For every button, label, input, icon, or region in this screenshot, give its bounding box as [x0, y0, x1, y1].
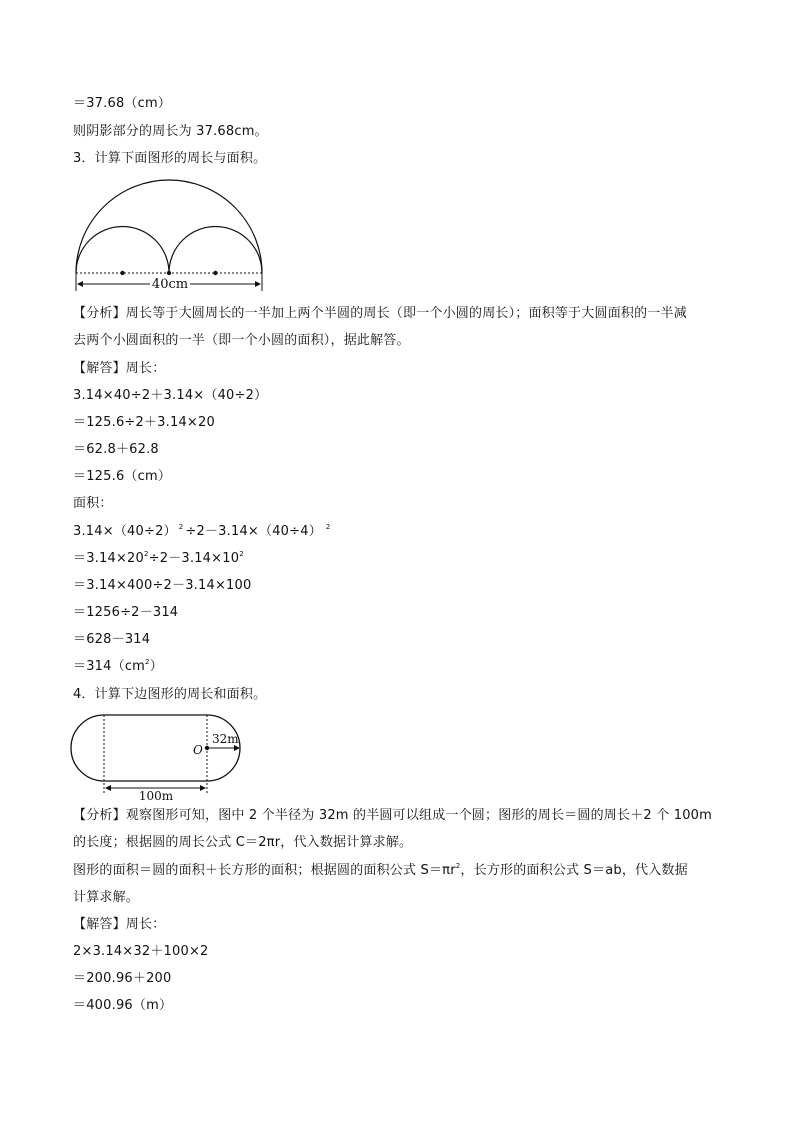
- radius-label: 32m: [212, 732, 239, 746]
- text-line: ＝37.68（cm）: [73, 96, 172, 111]
- length-arrow-head-right: [200, 785, 206, 791]
- analysis-line: 【分析】周长等于大圆周长的一半加上两个半圆的周长（即一个小圆的周长）；面积等于大圆面积的一半减: [73, 306, 687, 321]
- calc-line: ＝1256÷2－314: [73, 605, 179, 620]
- analysis-line: 的长度；根据圆的周长公式 C＝2πr，代入数据计算求解。: [73, 835, 413, 850]
- length-label: 100m: [138, 789, 174, 803]
- superscript: 2: [143, 550, 149, 558]
- calc-line: 2×3.14×32＋100×2: [73, 944, 209, 959]
- calc-line: 3.14×40÷2＋3.14×（40÷2）: [73, 388, 268, 403]
- calc-line: ＝62.8＋62.8: [73, 442, 159, 457]
- solution-heading: 【解答】周长：: [73, 917, 166, 932]
- figure-track: [70, 712, 255, 802]
- superscript: 2: [325, 523, 331, 531]
- calc-line: ＝125.6÷2＋3.14×20: [73, 415, 215, 430]
- center-dot-middle: [167, 271, 171, 275]
- arrow-head-left: [77, 281, 83, 287]
- superscript: 2: [178, 523, 184, 531]
- center-label: O: [193, 743, 203, 757]
- calc-line: $=314(cm^2)$: [73, 658, 163, 674]
- question-4-title: 4．计算下边图形的周长和面积。: [73, 687, 267, 702]
- calc-line: ＝628－314: [73, 632, 151, 647]
- center-dot-left: [120, 271, 124, 275]
- calc-line: 3.14×（40÷2） $^2$ ÷2－3.14×（40÷4） $^2$: [73, 523, 331, 539]
- calc-line: ＝3.14×400÷2－3.14×100: [73, 578, 252, 593]
- left-small-semicircle: [76, 227, 169, 274]
- calc-line: ＝125.6（cm）: [73, 469, 172, 484]
- calc-line: ＝400.96（m）: [73, 998, 173, 1013]
- analysis-line: 【分析】观察图形可知，图中 2 个半径为 32m 的半圆可以组成一个圆；图形的周长＝圆的周长＋2 个 100m: [73, 808, 713, 823]
- question-3-title: 3．计算下面图形的周长与面积。: [73, 151, 267, 166]
- large-semicircle: [76, 180, 262, 273]
- arrow-head-right: [255, 281, 261, 287]
- text-line: 则阴影部分的周长为 37.68cm。: [73, 124, 268, 139]
- right-small-semicircle: [169, 227, 262, 273]
- figure-semicircles: [70, 180, 270, 292]
- area-heading: 面积：: [73, 496, 113, 511]
- calc-line: ＝200.96＋200: [73, 971, 172, 986]
- length-arrow-head-left: [105, 785, 111, 791]
- superscript: 2: [455, 862, 461, 870]
- diameter-label: 40cm: [151, 277, 189, 292]
- center-dot-right: [213, 271, 217, 275]
- solution-heading: 【解答】周长：: [73, 361, 166, 376]
- calc-line: $=3.14\times 20^2\div 2-3.14\times 10^2$: [73, 550, 244, 566]
- analysis-line: 计算求解。: [73, 890, 140, 905]
- superscript: 2: [239, 550, 244, 558]
- superscript: 2: [145, 658, 150, 666]
- analysis-line: 图形的面积＝圆的面积＋长方形的面积；根据圆的面积公式 $S=\pi r^2$，长方形的面积公式 S＝ab，代入数据: [73, 862, 688, 878]
- analysis-line: 去两个小圆面积的一半（即一个小圆的面积），据此解答。: [73, 333, 410, 348]
